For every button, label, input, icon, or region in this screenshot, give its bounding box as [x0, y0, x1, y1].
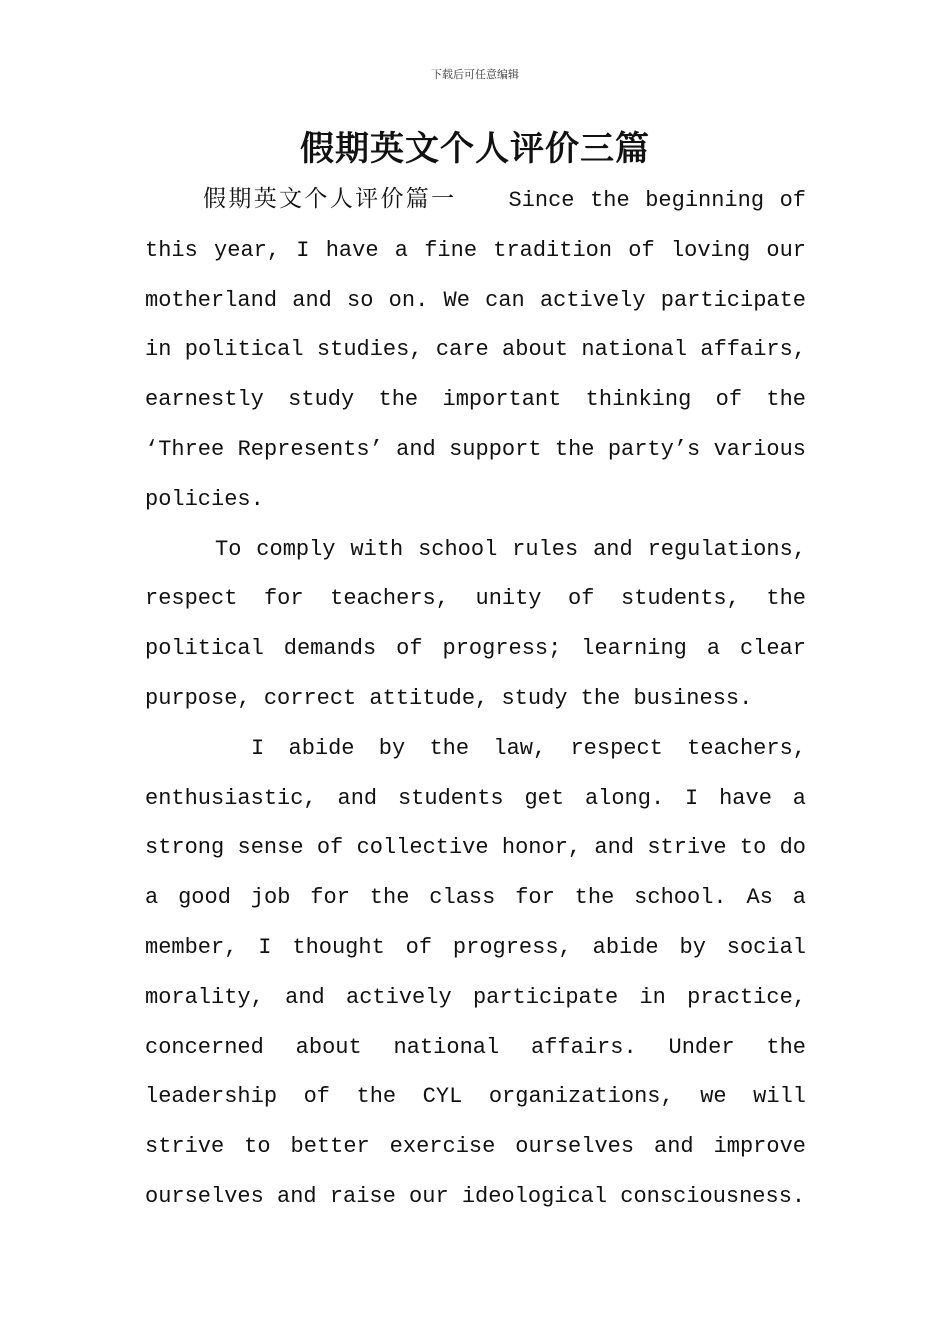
document-title: 假期英文个人评价三篇: [300, 129, 650, 169]
paragraph-1-text: Since the beginning of this year, I have a fine tradition of loving our motherland and so on. We can actively participate in political studies, care about national affairs, earnestly study the important thinking of the ‘Three Represents’ and support the party’s various policies.: [145, 188, 806, 512]
paragraph-1: [145, 175, 806, 525]
section-label: 假期英文个人评价篇一: [203, 186, 457, 212]
download-note: 下载后可任意编辑: [431, 68, 519, 81]
paragraph-2: To comply with school rules and regulations, respect for teachers, unity of students, the political demands of progress; learning a clear purpose, correct attitude, study the business.: [145, 536, 806, 711]
paragraph-3: I abide by the law, respect teachers, enthusiastic, and students get along. I have a strong sense of collective honor, and strive to do a good job for the class for the school. As a member, I thought of progress, abide by social morality, and actively participate in practice, concerned about national affairs. Under the leadership of the CYL organizations, we will strive to better exercise ourselves and improve ourselves and raise our ideological consciousness.: [145, 735, 806, 1209]
document-body: [145, 175, 806, 1222]
